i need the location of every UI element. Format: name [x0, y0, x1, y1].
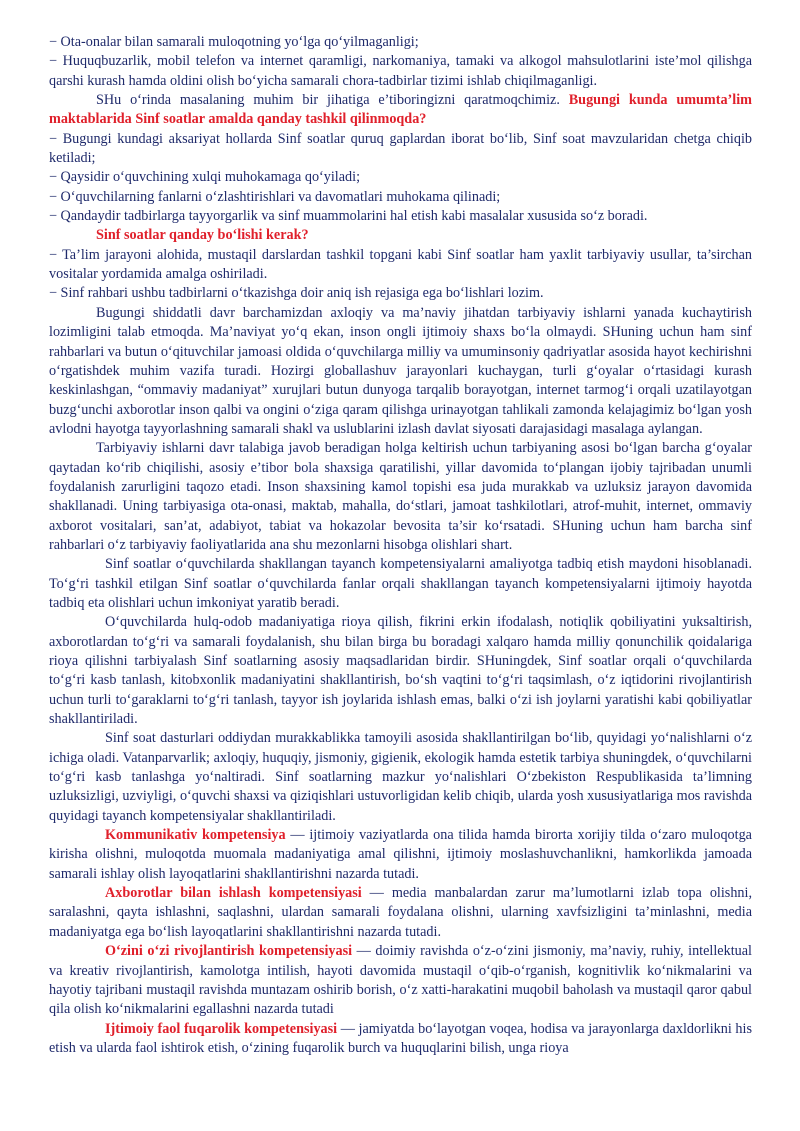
paragraph-upbringing: Tarbiyaviy ishlarni davr talabiga javob beradigan holga keltirish uchun tarbiyaning asosi bo‘lgan barcha g‘oyalar qaytadan ko‘rib chiqilishi, asosiy e’tibor bola shaxsiga qaratilishi, yillar davomida to‘plangan ijobiy tajribadan unumli foydalanish zarurligini taqozo etadi. Inson shaxsining kamol topishi esa juda murakkab va uzluksiz jarayon davomida shakllanadi. Uning tarbiyasiga ota-onasi, maktab, mahalla, do‘stlari, jamoat tashkilotlari, atrof-muhit, internet, ommaviy axborot vositalari, san’at, adabiyot, tabiat va hokazolar bevosita ta’sir ko‘rsatadi. SHuning uchun ham barcha sinf rahbarlari o‘z tarbiyaviy faoliyatlarida ana shu mezonlarni hisobga olishlari shart. — [49, 440, 752, 553]
paragraph-communicative: Kommunikativ kompetensiya — ijtimoiy vaziyatlarda ona tilida hamda birorta xorijiy tilda o‘zaro muloqotga kirisha olishni, muloqotda muomala madaniyatiga amal qilishni, ijtimoiy moslashuvchanlikni, hamkorlikda jamoada samarali ishlay olish layoqatlarini shakllantirishni nazarda tutadi. — [49, 827, 752, 882]
paragraph-spirituality: Bugungi shiddatli davr barchamizdan axloqiy va ma’naviy jihatdan tarbiyaviy ishlarni yanada kuchaytirish lozimligini talab etmoqda. Ma’naviyat yo‘q ekan, inson ongli ijtimoiy shaxs bo‘la olmaydi. SHuning uchun ham sinf rahbarlari va butun o‘qituvchilar jamoasi oldida o‘quvchilarga milliy va umuminsoniy qadriyatlar asosida hayot kechirishni o‘rgatishdek muhim vazifa turadi. Hozirgi globallashuv jarayonlari kuchaygan, turli g‘oyalar o‘rtasidagi kurash keskinlashgan, “ommaviy madaniyat” xurujlari butun dunyoga tarqalib borayotgan, internet tarmog‘i orqali uzatilayotgan buzg‘unchi axborotlar inson qalbi va ongini o‘ziga qaram qilishga urinayotgan tahlikali zamonda kelajagimiz bo‘lgan yosh avlodni hayotga tayyorlashning samarali shakl va uslublarini izlash davlat siyosati darajasidagi masalaga aylangan. — [49, 304, 752, 437]
paragraph-information: Axborotlar bilan ishlash kompetensiyasi — media manbalardan zarur ma’lumotlarni izlab topa olishni, saralashni, qayta ishlashni, saqlashni, ulardan samarali foydalana olishni, ularning xavfsizligini ta’minlashni, media madaniyatga ega bo‘lish layoqatlarini shakllantirishni nazarda tutadi. — [49, 885, 752, 940]
bullet-attendance: − O‘quvchilarning fanlarni o‘zlashtirishlari va davomatlari muhokama qilinadi; — [49, 188, 501, 205]
highlight-question: Bugungi kunda umumta’lim maktablarida Sinf soatlar amalda qanday tashkil qilinmoqda? — [49, 92, 752, 128]
bullet-offense-prevention: − Huquqbuzarlik, mobil telefon va internet qaramligi, narkomaniya, tamaki va alkogol mahsulotlarini iste’mol qilishga qarshi kurash hamda oldini olish bo‘yicha samarali chora-tadbirlar tizimi ishlab chiqilmaganligi. — [49, 53, 752, 89]
bullet-class-leader-plan: − Sinf rahbari ushbu tadbirlarni o‘tkazishga doir aniq ish rejasiga ega bo‘lishlari lozim. — [49, 285, 544, 302]
paragraph-self-development: O‘zini o‘zi rivojlantirish kompetensiyasi — doimiy ravishda o‘z-o‘zini jismoniy, ma’naviy, ruhiy, intellektual va kreativ rivojlantirish, kamolotga intilish, hayoti davomida mustaqil o‘qib-o‘rganish, kognitivlik ko‘nikmalarini va hayotiy tajribani mustaqil ravishda muntazam oshirib borish, o‘z xatti-harakatini muqobil baholash va mustaqil qaror qabul qila olish ko‘nikmalarini egallashni nazarda tutadi — [49, 943, 752, 1018]
term-information: Axborotlar bilan ishlash kompetensiyasi — [105, 885, 362, 902]
term-self-development: O‘zini o‘zi rivojlantirish kompetensiyasi — [105, 943, 353, 960]
bullet-class-hours-empty: − Bugungi kundagi aksariyat hollarda Sinf soatlar quruq gaplardan iborat bo‘lib, Sinf soat mavzularidan chetga chiqib ketiladi; — [49, 130, 752, 167]
paragraph-programs: Sinf soat dasturlari oddiydan murakkablikka tamoyili asosida shakllantirilgan bo‘lib, quyidagi yo‘nalishlarni o‘z ichiga oladi. Vatanparvarlik; axloqiy, huquqiy, jismoniy, gigienik, ekologik hamda estetik tarbiya shuningdek, o‘quvchilarni to‘g‘ri kasb tanlashga yo‘naltiradi. Sinf soatlarning mazkur yo‘nalishlari O‘zbekiston Respublikasida ta’limning uzluksizligi, uzviyligi, o‘quvchi shaxsi va qiziqishlari ustuvorligidan kelib chiqib, ularda yosh xususiyatlariga mos ravishda quyidagi tayanch kompetensiyalar shakllantiriladi. — [49, 730, 752, 824]
term-civic: Ijtimoiy faol fuqarolik kompetensiyasi — [105, 1020, 338, 1037]
bullet-event-preparation: − Qandaydir tadbirlarga tayyorgarlik va sinf muammolarini hal etish kabi masalalar xususida so‘z boradi. — [49, 208, 648, 225]
bullet-student-behavior: − Qaysidir o‘quvchining xulqi muhokamaga qo‘yiladi; — [49, 169, 361, 186]
paragraph-goals: O‘quvchilarda hulq-odob madaniyatiga rioya qilish, fikrini erkin ifodalash, notiqlik qobiliyatini yuksaltirish, axborotlardan to‘g‘ri va samarali foydalanish, shu bilan birga bu boradagi xalqaro hamda milliy qonunchilik qoidalariga rioya qilishni tarbiyalash Sinf soatlarning asosiy maqsadlaridan birdir. SHuningdek, Sinf soatlar orqali o‘quvchilarda to‘g‘ri kasb tanlash, kitobxonlik madaniyatini shakllantirish, bo‘sh vaqtini to‘g‘ri taqsimlash, o‘z iqtidorini rivojlantirish uchun turli to‘garaklarni to‘g‘ri tanlash, tayyor ish joylarida ishlash emas, balki o‘zi ish joylarni yaratishi kabi qobiliyatlar shakllantiriladi. — [49, 614, 752, 728]
bullet-parents-communication: − Ota-onalar bilan samarali muloqotning yo‘lga qo‘yilmaganligi; — [49, 34, 419, 50]
term-communicative: Kommunikativ kompetensiya — [105, 827, 286, 844]
section-heading-how: Sinf soatlar qanday bo‘lishi kerak? — [96, 227, 309, 244]
paragraph-civic: Ijtimoiy faol fuqarolik kompetensiyasi — jamiyatda bo‘layotgan voqea, hodisa va jarayonlarga daxldorlikni his etish va ularda faol ishtirok etish, o‘zining fuqarolik burch va huquqlarini bilish, unga rioya — [49, 1020, 752, 1056]
paragraph-competencies-field: Sinf soatlar o‘quvchilarda shakllangan tayanch kompetensiyalarni amaliyotga tadbiq etish maydoni hisoblanadi. To‘g‘ri tashkil etilgan Sinf soatlar o‘quvchilarda fanlar orqali shakllangan tayanch kompetensiyalarni ijtimoiy hayotda tadbiq eta olishlari uchun imkoniyat yaratib beradi. — [49, 556, 752, 611]
paragraph-question-intro: SHu o‘rinda masalaning muhim bir jihatiga e’tiboringizni qaratmoqchimiz. Bugungi kunda umumta’lim maktablarida Sinf soatlar amalda qanday tashkil qilinmoqda? — [49, 92, 752, 128]
bullet-education-process: − Ta’lim jarayoni alohida, mustaqil darslardan tashkil topgani kabi Sinf soatlar ham yaxlit tarbiyaviy usullar, ta’sirchan vositalar yordamida amalga oshiriladi. — [49, 246, 752, 283]
